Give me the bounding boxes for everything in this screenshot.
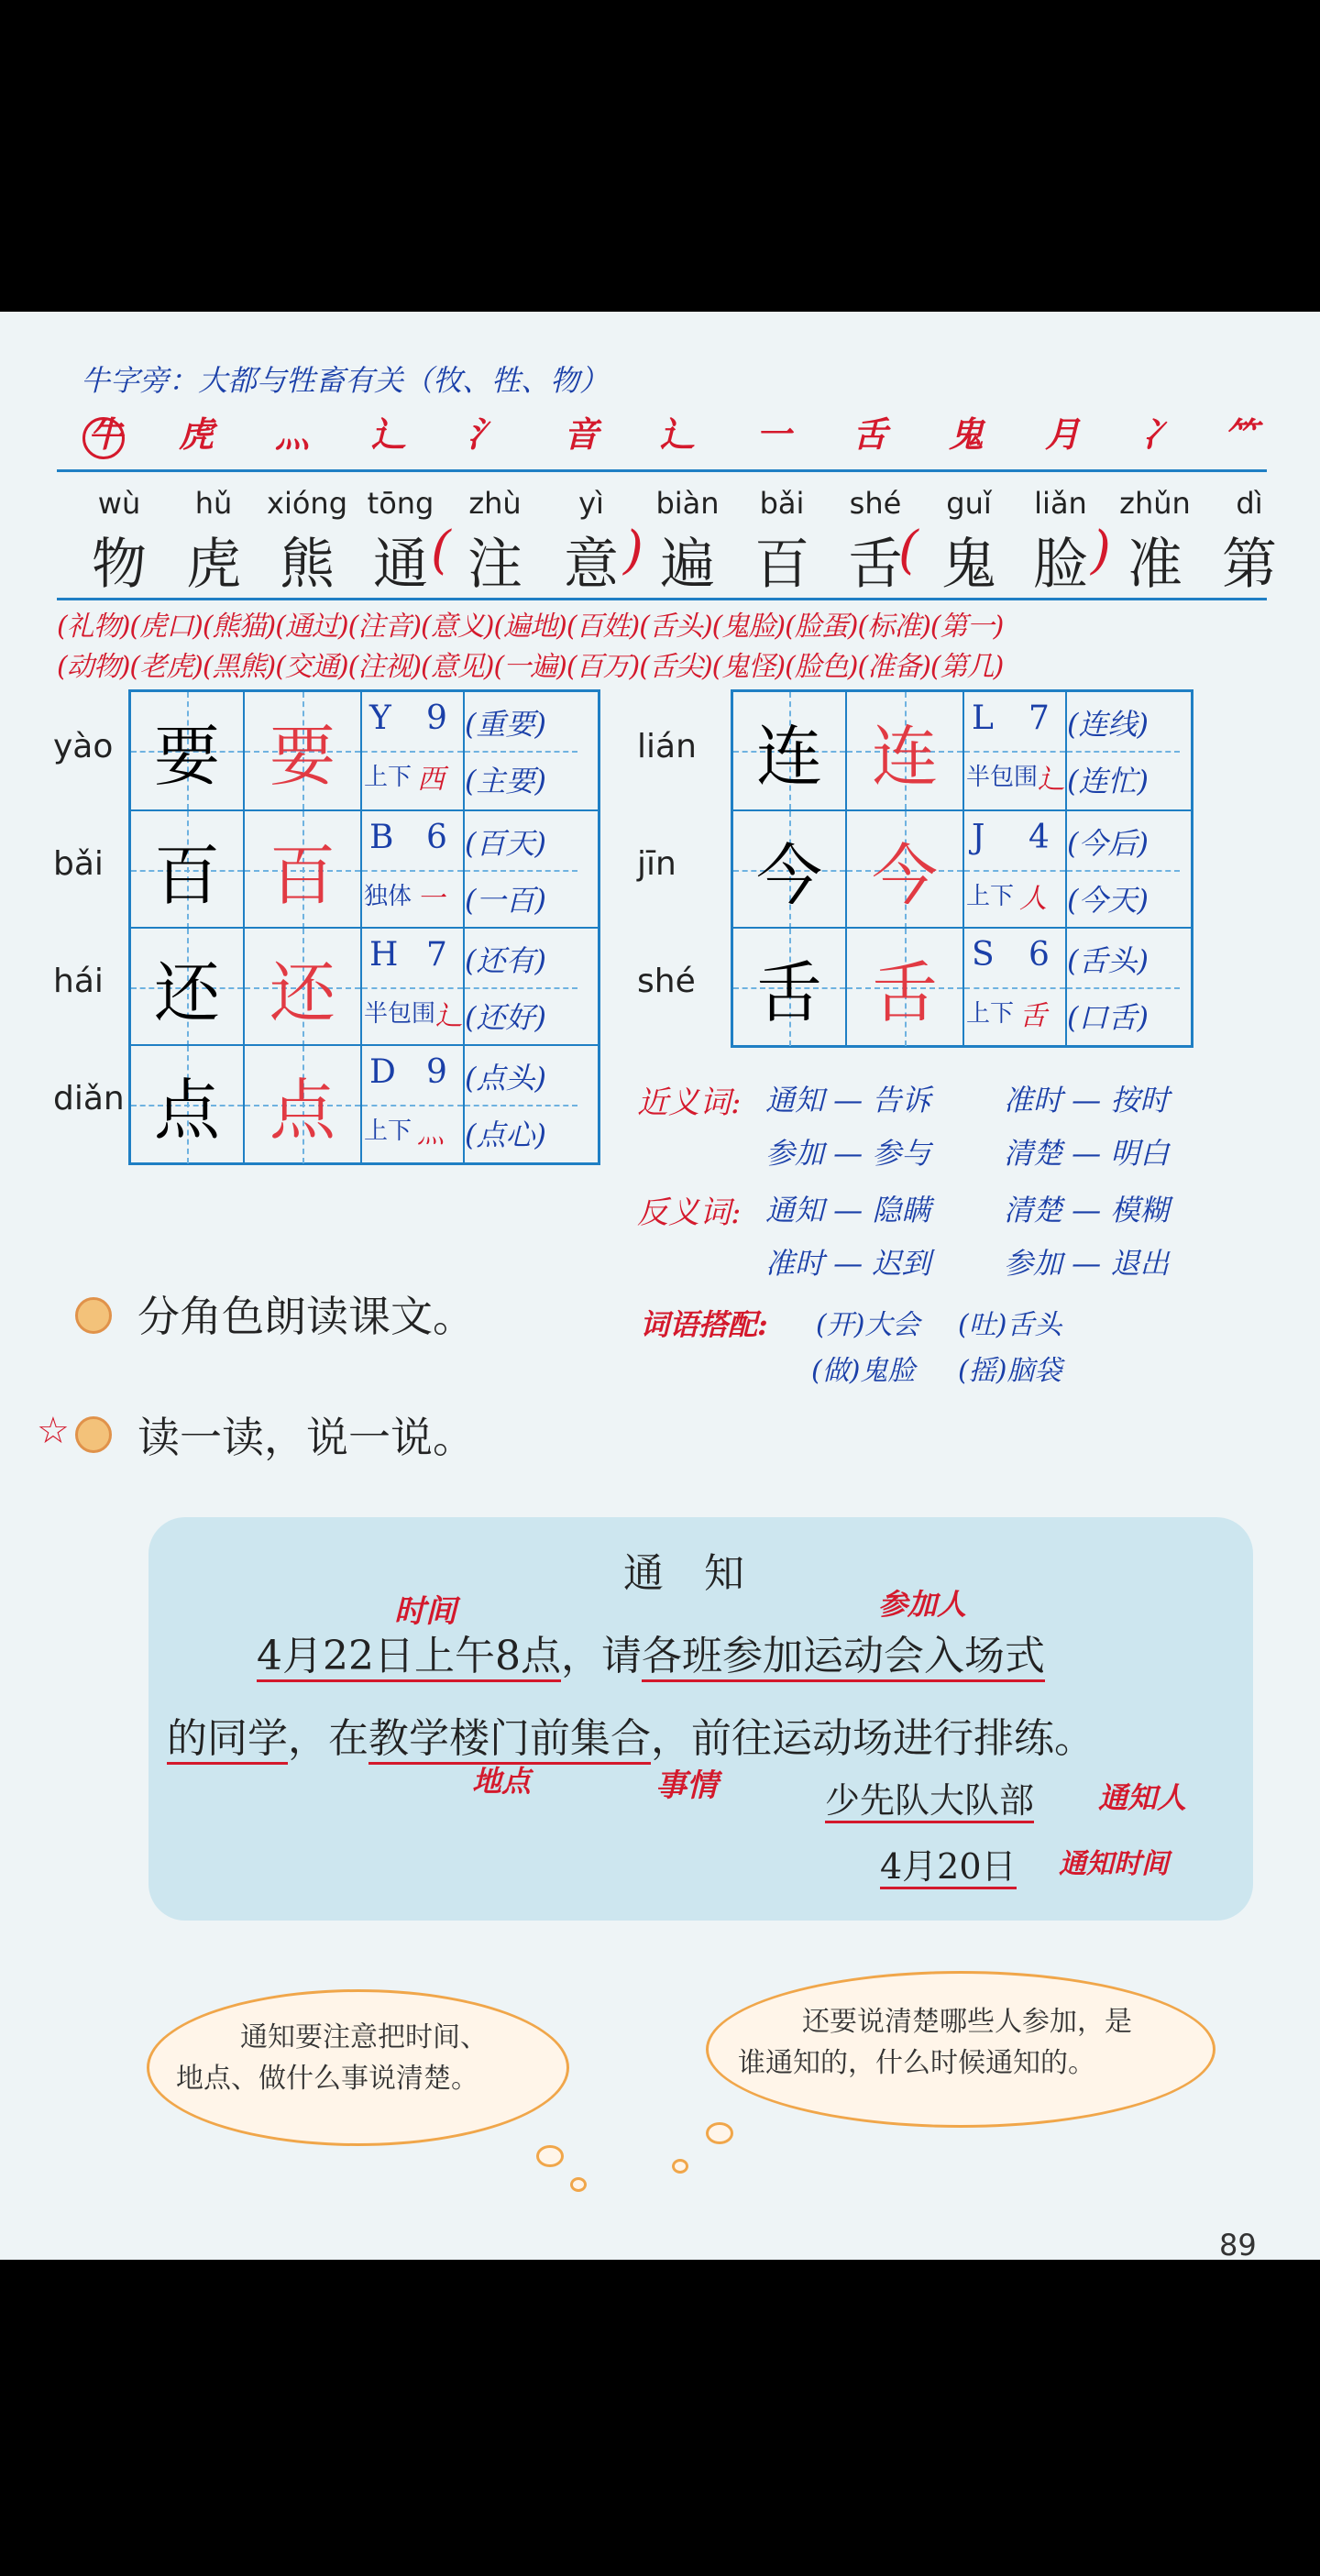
task-1: 分角色朗读课文。 — [138, 1292, 475, 1341]
grid-guide-line — [964, 751, 1065, 753]
synonym-3: 参加 — 参与 — [765, 1136, 931, 1171]
grid-cell — [733, 811, 845, 929]
annotation-time: 时间 — [394, 1593, 456, 1630]
notice-place: 教学楼门前 — [368, 1715, 570, 1765]
bubble-left-line1: 通知要注意把时间、 — [240, 2021, 488, 2053]
word-example: (主要) — [465, 764, 546, 798]
hanzi-char: 注 — [468, 533, 522, 597]
notice-people: 各班参加运动会入场式 — [642, 1633, 1045, 1682]
grid-char-trace: 点 — [269, 1072, 336, 1149]
word-example: (今后) — [1067, 826, 1149, 861]
hanzi-char: 通 — [373, 533, 428, 597]
pinyin-label: biàn — [655, 486, 720, 521]
radical-label: 舌 — [1019, 1000, 1047, 1032]
grid-cell — [962, 929, 1065, 1046]
structure-type: 上下 — [966, 1000, 1015, 1028]
radical-note: 牛字旁：大都与牲畜有关（牧、牲、物） — [81, 363, 610, 398]
paren-mark: ) — [1091, 521, 1111, 580]
radical-label: 西 — [417, 764, 445, 796]
synonym-2: 准时 — 按时 — [1004, 1083, 1170, 1117]
grid-cell — [360, 1046, 463, 1163]
radical-label: 人 — [1019, 883, 1047, 915]
annotation-place: 地点 — [472, 1764, 532, 1799]
radical-mark: 牛 — [88, 413, 124, 455]
radical-mark: 辶 — [371, 413, 407, 455]
antonym-1: 通知 — 隐瞒 — [765, 1193, 931, 1227]
radical-label: 灬 — [417, 1117, 445, 1150]
grid-guide-line — [1067, 987, 1180, 989]
grid-pinyin: lián — [637, 728, 697, 765]
hanzi-char: 鬼 — [941, 533, 996, 597]
pinyin-initial: D — [369, 1053, 396, 1091]
grid-cell — [131, 692, 243, 809]
grid-cell — [243, 1046, 360, 1163]
grid-cell — [131, 811, 243, 929]
radical-mark: 鬼 — [949, 413, 984, 455]
stroke-count: 9 — [426, 699, 447, 737]
bubble-tail-dot — [570, 2177, 587, 2192]
grid-char-trace: 连 — [871, 718, 938, 795]
grid-guide-line — [1067, 870, 1180, 872]
grid-char-print: 百 — [153, 837, 220, 914]
word-example: (还好) — [465, 1000, 546, 1035]
word-example: (重要) — [465, 707, 546, 742]
radical-mark: 虎 — [179, 413, 214, 455]
bubble-right-line1: 还要说清楚哪些人参加，是 — [802, 2006, 1132, 2038]
grid-guide-line — [362, 1105, 463, 1106]
synonym-label: 近义词: — [637, 1084, 742, 1121]
page-number: 89 — [1219, 2228, 1257, 2260]
structure-type: 上下 — [364, 1117, 412, 1145]
grid-cell — [131, 1046, 243, 1163]
grid-char-print: 还 — [153, 954, 220, 1031]
grid-guide-line — [362, 987, 463, 989]
collocation-1: (开)大会 — [816, 1309, 920, 1341]
grid-char-print: 舌 — [755, 954, 822, 1031]
grid-guide-line — [465, 987, 578, 989]
grid-char-print: 点 — [153, 1072, 220, 1149]
grid-char-trace: 今 — [871, 837, 938, 914]
grid-guide-line — [465, 870, 578, 872]
stroke-count: 6 — [426, 819, 447, 856]
hanzi-char: 准 — [1128, 533, 1182, 597]
radical-mark: 氵 — [468, 413, 503, 455]
grid-cell — [360, 929, 463, 1046]
grid-cell — [845, 929, 962, 1046]
word-example: (今天) — [1067, 883, 1149, 918]
word-example: (舌头) — [1067, 943, 1149, 978]
grid-cell — [962, 811, 1065, 929]
grid-char-trace: 要 — [269, 718, 336, 795]
grid-guide-line — [465, 1105, 578, 1106]
grid-guide-line — [964, 870, 1065, 872]
collocation-3: (做)鬼脸 — [811, 1355, 916, 1387]
radical-mark: 冫 — [1141, 413, 1177, 455]
notice-event: 集合 — [570, 1715, 651, 1765]
annotation-event: 事情 — [655, 1767, 718, 1804]
grid-pinyin: hái — [53, 963, 104, 1000]
notice-line-2: 的同学，在教学楼门前集合，前往运动场进行排练。 — [167, 1705, 1094, 1764]
pinyin-label: liǎn — [1034, 486, 1087, 521]
grid-cell — [131, 929, 243, 1046]
task-bullet-icon — [75, 1416, 112, 1453]
collocation-label: 词语搭配: — [640, 1307, 768, 1342]
grid-pinyin: shé — [637, 963, 696, 1000]
pinyin-initial: J — [972, 819, 985, 856]
structure-type: 独体 — [364, 883, 412, 910]
word-example: (一百) — [465, 883, 546, 918]
grid-row — [733, 927, 1191, 1046]
grid-char-print: 要 — [153, 718, 220, 795]
grid-row — [131, 692, 598, 809]
pinyin-label: wù — [97, 486, 141, 521]
bubble-tail-dot — [536, 2145, 564, 2167]
task-2: 读一读，说一说。 — [138, 1413, 475, 1462]
word-example: (百天) — [465, 826, 546, 861]
radical-mark: 灬 — [275, 413, 311, 455]
hanzi-char: 遍 — [660, 533, 715, 597]
structure-type: 上下 — [364, 764, 412, 791]
word-example: (连线) — [1067, 707, 1149, 742]
stroke-count: 7 — [1028, 699, 1050, 737]
grid-pinyin: diǎn — [53, 1080, 125, 1117]
stroke-count: 7 — [426, 936, 447, 974]
grid-cell — [733, 929, 845, 1046]
radical-mark: 一 — [756, 413, 792, 455]
pinyin-label: zhǔn — [1119, 486, 1191, 521]
pinyin-initial: L — [972, 699, 994, 737]
task-bullet-icon — [75, 1297, 112, 1334]
character-grid-right — [731, 689, 1194, 1048]
structure-type: 半包围 — [966, 764, 1039, 791]
radical-mark: ⺮ — [1224, 413, 1260, 455]
antonym-2: 清楚 — 模糊 — [1004, 1193, 1170, 1227]
word-example: (连忙) — [1067, 764, 1149, 798]
annotation-people: 参加人 — [878, 1587, 967, 1622]
hanzi-char: 物 — [92, 533, 147, 597]
notice-people-cont: 的同学 — [167, 1715, 288, 1765]
grid-char-print: 今 — [755, 837, 822, 914]
grid-guide-line — [1067, 751, 1180, 753]
grid-cell — [845, 692, 962, 809]
grid-cell — [360, 692, 463, 809]
grid-char-print: 连 — [755, 718, 822, 795]
stroke-count: 6 — [1028, 936, 1050, 974]
textbook-page — [0, 312, 1320, 2260]
word-example: (口舌) — [1067, 1000, 1149, 1035]
grid-row — [733, 809, 1191, 929]
notice-line-1: 4月22日上午8点，请各班参加运动会入场式 — [257, 1623, 1045, 1681]
pinyin-initial: S — [972, 936, 995, 974]
grid-cell — [733, 692, 845, 809]
collocation-2: (吐)舌头 — [958, 1309, 1062, 1341]
grid-pinyin: jīn — [637, 845, 676, 883]
bubble-tail-dot — [672, 2159, 688, 2174]
character-grid-left — [128, 689, 600, 1165]
hanzi-char: 舌 — [848, 533, 903, 597]
grid-cell — [1065, 692, 1180, 809]
grid-cell — [243, 692, 360, 809]
radical-label: 辶 — [1038, 764, 1065, 796]
radical-mark: 辶 — [660, 413, 696, 455]
pinyin-label: tōng — [367, 486, 434, 521]
notice-date: 4月20日 — [880, 1838, 1017, 1888]
words-row-2: (动物)(老虎)(黑熊)(交通)(注视)(意见)(一遍)(百万)(舌尖)(鬼怪)(脸色)(准备)(第几) — [57, 651, 1004, 683]
bubble-right-line2: 谁通知的，什么时候通知的。 — [738, 2047, 1095, 2079]
grid-cell — [360, 811, 463, 929]
hanzi-char: 虎 — [186, 533, 241, 597]
notice-title: 通 知 — [623, 1550, 744, 1597]
grid-cell — [1065, 929, 1180, 1046]
word-example: (点心) — [465, 1117, 546, 1152]
pinyin-label: shé — [849, 486, 902, 521]
antonym-label: 反义词: — [637, 1194, 742, 1231]
grid-cell — [243, 811, 360, 929]
notice-time: 4月22日上午8点 — [257, 1633, 561, 1682]
grid-row — [131, 1044, 598, 1163]
pinyin-initial: B — [369, 819, 394, 856]
hanzi-char: 第 — [1222, 533, 1277, 597]
grid-row — [131, 927, 598, 1046]
synonym-1: 通知 — 告诉 — [765, 1083, 931, 1117]
stroke-count: 9 — [426, 1053, 447, 1091]
structure-type: 半包围 — [364, 1000, 436, 1028]
grid-cell — [463, 692, 578, 809]
grid-cell — [1065, 811, 1180, 929]
stroke-count: 4 — [1028, 819, 1050, 856]
word-example: (点头) — [465, 1061, 546, 1095]
bubble-left-line2: 地点、做什么事说清楚。 — [176, 2063, 478, 2095]
antonym-4: 参加 — 退出 — [1004, 1246, 1170, 1281]
grid-char-trace: 百 — [269, 837, 336, 914]
paren-mark: ( — [898, 521, 918, 580]
grid-cell — [463, 1046, 578, 1163]
grid-cell — [463, 929, 578, 1046]
grid-pinyin: yào — [53, 728, 114, 765]
annotation-date: 通知时间 — [1059, 1848, 1169, 1880]
grid-guide-line — [362, 870, 463, 872]
hanzi-char: 意 — [564, 533, 619, 597]
collocation-4: (摇)脑袋 — [958, 1355, 1062, 1387]
divider-line — [57, 469, 1267, 472]
pinyin-label: dì — [1236, 486, 1263, 521]
antonym-3: 准时 — 迟到 — [765, 1246, 931, 1281]
word-example: (还有) — [465, 943, 546, 978]
words-row-1: (礼物)(虎口)(熊猫)(通过)(注音)(意义)(遍地)(百姓)(舌头)(鬼脸)(脸蛋)(标准)(第一) — [57, 611, 1004, 643]
radical-mark: 月 — [1045, 413, 1081, 455]
pinyin-initial: H — [369, 936, 399, 974]
notice-signer: 少先队大队部 — [825, 1772, 1034, 1822]
pinyin-initial: Y — [369, 699, 391, 737]
pinyin-label: guǐ — [946, 486, 992, 521]
grid-guide-line — [465, 751, 578, 753]
radical-mark: 音 — [564, 413, 600, 455]
grid-pinyin: bǎi — [53, 845, 104, 883]
paren-mark: ( — [431, 521, 451, 580]
grid-cell — [962, 692, 1065, 809]
grid-row — [733, 692, 1191, 809]
radical-mark: 舌 — [852, 413, 888, 455]
radical-label: 一 — [417, 883, 445, 915]
pinyin-label: bǎi — [759, 486, 805, 521]
grid-char-trace: 还 — [269, 954, 336, 1031]
radical-label: 辶 — [435, 1000, 463, 1032]
synonym-4: 清楚 — 明白 — [1004, 1136, 1170, 1171]
star-mark-icon: ☆ — [37, 1410, 70, 1452]
grid-cell — [845, 811, 962, 929]
annotation-signer: 通知人 — [1098, 1780, 1187, 1815]
grid-guide-line — [964, 987, 1065, 989]
hanzi-char: 熊 — [280, 533, 335, 597]
pinyin-label: hǔ — [194, 486, 233, 521]
grid-row — [131, 809, 598, 929]
hanzi-char: 脸 — [1033, 533, 1088, 597]
paren-mark: ) — [623, 521, 644, 580]
pinyin-label: zhù — [468, 486, 522, 521]
grid-guide-line — [362, 751, 463, 753]
bubble-tail-dot — [706, 2122, 733, 2144]
grid-cell — [243, 929, 360, 1046]
grid-char-trace: 舌 — [871, 954, 938, 1031]
pinyin-label: yì — [578, 486, 604, 521]
grid-cell — [463, 811, 578, 929]
pinyin-label: xióng — [267, 486, 347, 521]
hanzi-char: 百 — [754, 533, 809, 597]
structure-type: 上下 — [966, 883, 1015, 910]
